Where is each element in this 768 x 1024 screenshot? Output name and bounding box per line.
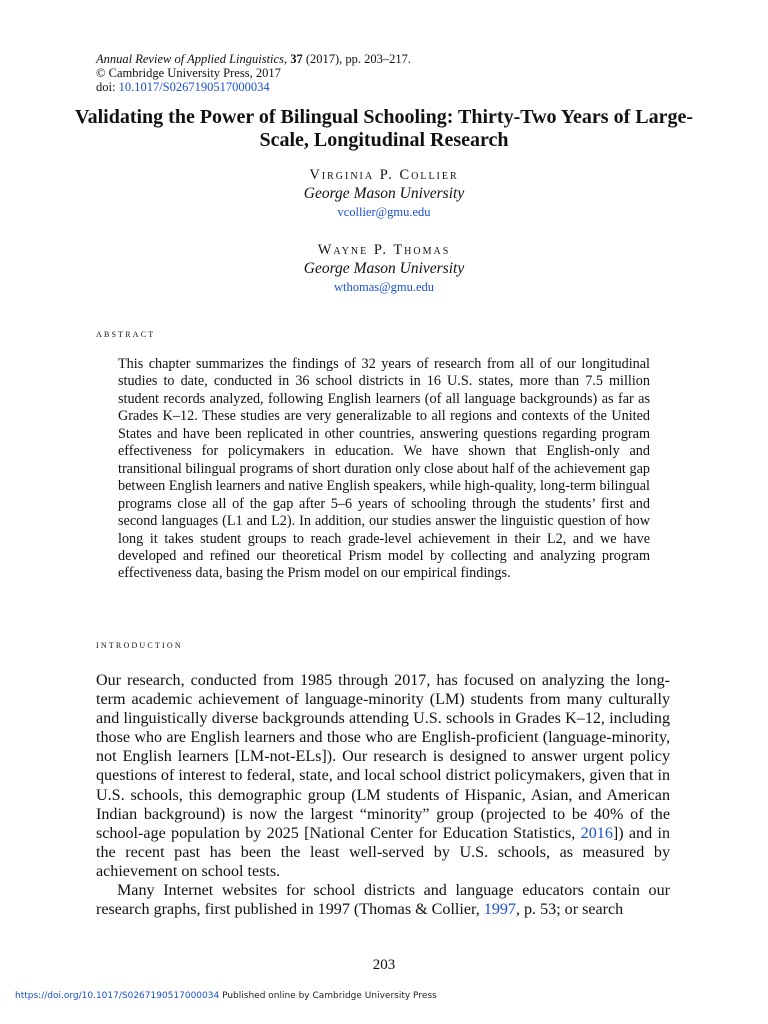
citation-link[interactable]: 2016: [580, 824, 613, 842]
footer-doi-link[interactable]: https://doi.org/10.1017/S0267190517000034: [15, 991, 220, 1001]
journal-name: Annual Review of Applied Linguistics: [96, 52, 284, 66]
paragraph-text: Many Internet websites for school districts and language educators contain our research graphs, first published in 1997 (Thomas & Collier,: [96, 882, 670, 919]
journal-volume: 37: [290, 52, 303, 66]
page-number: 203: [372, 957, 396, 973]
paragraph-text: Our research, conducted from 1985 through 2017, has focused on analyzing the long-term academic achievement of language-minority (LM) students from many culturally and linguistically diverse backgrounds attending U.S. schools in Grades K–12, including those who are English learners and those who are English-proficient (language-minority, not English learners [LM-not-ELs]). Our research is designed to answer urgent policy questions of interest to federal, state, and local school district policymakers, given that in U.S. schools, this demographic group (LM students of Hispanic, Asian, and American Indian background) is now the largest “minority” group (projected to be 40% of the school-age population by 2025 [National Center for Education Statistics,: [96, 672, 670, 842]
footer: [15, 991, 437, 1001]
introduction-heading: introduction: [96, 639, 183, 651]
doi-line: [96, 80, 411, 94]
doi-label: doi:: [96, 80, 119, 94]
abstract-body: This chapter summarizes the findings of 32 years of research from all of our longitudinal studies to date, conducted in 36 school districts in 16 U.S. states, more than 7.5 million student records analyzed, following English learners (of all language backgrounds) as far as Grades K–12. These studies are very generalizable to all regions and contexts of the United States and have been replicated in other countries, answering questions regarding program effectiveness for policymakers in education. We have shown that English-only and transitional bilingual programs of short duration only close about half of the achievement gap between English learners and native English speakers, while high-quality, long-term bilingual programs close all of the gap after 5–6 years of schooling through the students’ first and second languages (L1 and L2). In addition, our studies answer the linguistic question of how long it takes student groups to reach grade-level achievement in their L2, and we have developed and refined our theoretical Prism model by collecting and analyzing program effectiveness data, basing the Prism model on our empirical findings.: [118, 356, 650, 582]
footer-text: Published online by Cambridge University Press: [219, 991, 437, 1001]
author-affiliation: George Mason University: [303, 185, 465, 202]
article-title: Validating the Power of Bilingual Schooling: Thirty-Two Years of Large-Scale, Longitudinal Research: [75, 106, 693, 151]
paragraph-text: , p. 53; or search: [515, 901, 624, 919]
doi-link[interactable]: 10.1017/S0267190517000034: [118, 80, 270, 94]
journal-pages: (2017), pp. 203–217.: [302, 52, 412, 66]
journal-citation: [96, 52, 411, 94]
journal-line: Annual Review of Applied Linguistics, 37 (2017), pp. 203–217.: [96, 52, 412, 66]
paragraph: [96, 671, 670, 881]
paragraph: [96, 881, 670, 919]
author-name: Virginia P. Collier: [309, 167, 459, 183]
abstract-heading: abstract: [96, 328, 156, 340]
author-email-link[interactable]: wthomas@gmu.edu: [333, 280, 435, 294]
author-block-1: [0, 166, 768, 220]
citation-link[interactable]: 1997: [483, 901, 516, 919]
introduction-body: [96, 671, 670, 919]
copyright-line: © Cambridge University Press, 2017: [96, 66, 281, 80]
author-block-2: [0, 241, 768, 295]
author-name: Wayne P. Thomas: [317, 242, 451, 258]
author-email-link[interactable]: vcollier@gmu.edu: [337, 205, 431, 219]
paragraph-text: ]) and in the recent past has been the least well-served by U.S. schools, as measured by achievement on school tests.: [96, 824, 670, 880]
author-affiliation: George Mason University: [303, 260, 465, 277]
